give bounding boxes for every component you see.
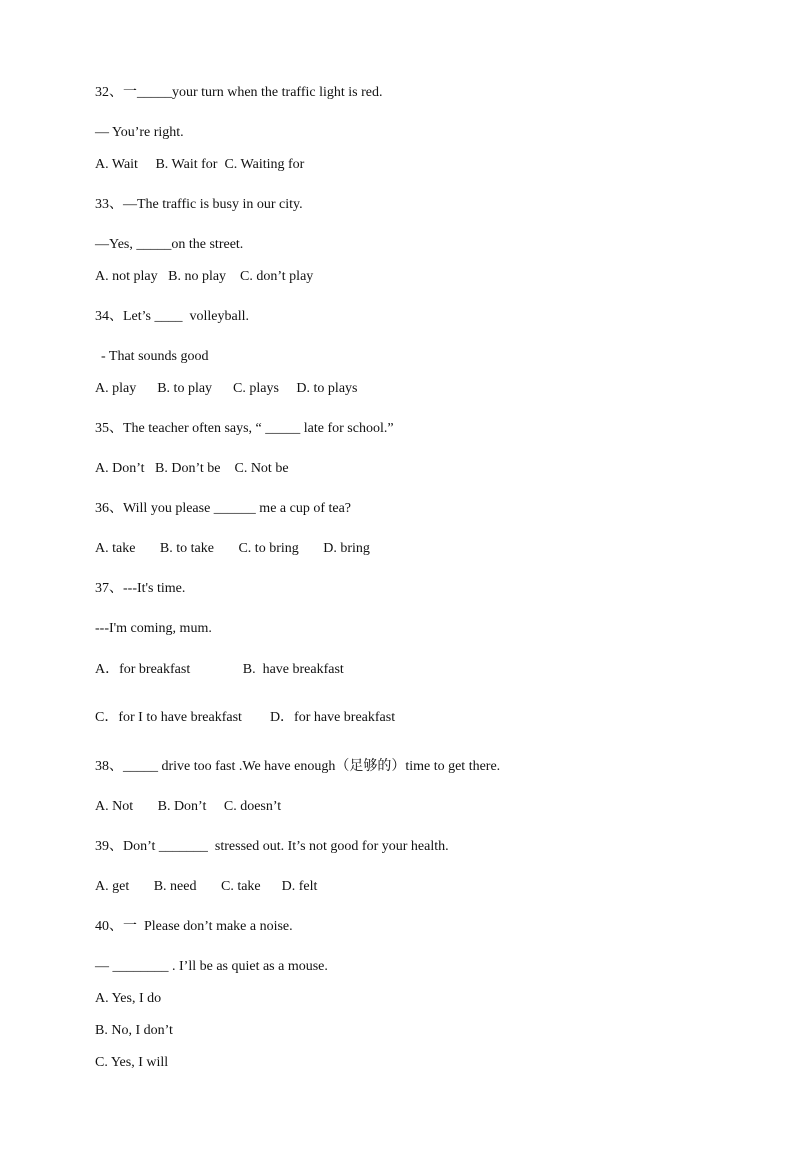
- question-40-stem: 40、一 Please don’t make a noise.: [95, 919, 293, 934]
- question-33-stem: 33、—The traffic is busy in our city.: [95, 197, 303, 212]
- question-36-stem: 36、Will you please ______ me a cup of tea?: [95, 501, 352, 516]
- question-33-options: A. not play B. no play C. don’t play: [95, 269, 314, 284]
- question-34-stem: 34、Let’s ____ volleyball.: [95, 309, 249, 324]
- question-40-option-b: B. No, I don’t: [95, 1023, 173, 1038]
- question-36-options: A. take B. to take C. to bring D. bring: [95, 541, 370, 556]
- question-32-stem: 32、一_____your turn when the traffic light is red.: [95, 85, 383, 100]
- question-39-options: A. get B. need C. take D. felt: [95, 879, 318, 894]
- question-37-response: ---I'm coming, mum.: [95, 621, 212, 636]
- question-40-response: — ________ . I’ll be as quiet as a mouse.: [95, 959, 328, 974]
- question-37-options-ab: A．for breakfast B. have breakfast: [95, 662, 344, 677]
- question-35-options: A. Don’t B. Don’t be C. Not be: [95, 461, 289, 476]
- question-37-options-cd: C．for I to have breakfast D．for have breakfast: [95, 710, 396, 725]
- question-40-option-a: A. Yes, I do: [95, 991, 162, 1006]
- question-32-options: A. Wait B. Wait for C. Waiting for: [95, 157, 305, 172]
- question-34-options: A. play B. to play C. plays D. to plays: [95, 381, 358, 396]
- question-40-option-c: C. Yes, I will: [95, 1055, 169, 1070]
- question-37-stem: 37、---It's time.: [95, 581, 186, 596]
- question-33-response: —Yes, _____on the street.: [95, 237, 244, 252]
- question-32-response: — You’re right.: [95, 125, 184, 140]
- question-38-options: A. Not B. Don’t C. doesn’t: [95, 799, 282, 814]
- question-34-response: - That sounds good: [101, 349, 209, 364]
- question-39-stem: 39、Don’t _______ stressed out. It’s not good for your health.: [95, 839, 449, 854]
- question-38-stem: 38、_____ drive too fast .We have enough（足够的）time to get there.: [95, 759, 501, 774]
- question-35-stem: 35、The teacher often says, “ _____ late for school.”: [95, 421, 394, 436]
